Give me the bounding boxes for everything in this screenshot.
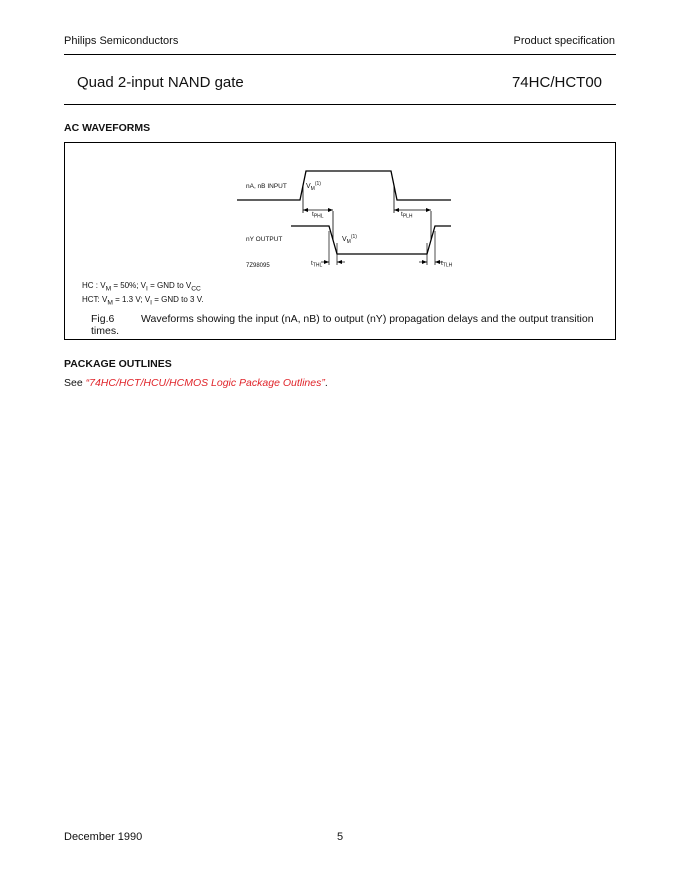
- figure-caption: [91, 313, 615, 337]
- part-number: 74HC/HCT00: [511, 74, 602, 91]
- package-reference: See “74HC/HCT/HCU/HCMOS Logic Package Outlines”.: [64, 377, 328, 389]
- header-rule: [64, 54, 616, 55]
- device-title: Quad 2-input NAND gate: [77, 74, 244, 91]
- header-doc-type: Product specification: [513, 35, 615, 47]
- figure-number: Fig.6: [91, 313, 115, 325]
- header-company: Philips Semiconductors: [64, 35, 179, 47]
- waveform-diagram: [65, 143, 615, 339]
- vm-label-input: $V_M^{(1)}$: [306, 181, 321, 192]
- code-label: 7Z98095: [246, 263, 270, 269]
- note-hc: HC : $V_M = 50\%$; $V_I$ = GND to $V_{CC}$: [82, 281, 201, 293]
- tphl-label: $t_{PHL}$: [312, 211, 324, 220]
- ac-waveforms-heading: AC WAVEFORMS: [64, 122, 151, 134]
- input-label: nA, nB INPUT: [246, 183, 287, 190]
- title-rule: [64, 104, 616, 105]
- figure-box: [64, 142, 616, 340]
- figure-notes: [82, 281, 204, 308]
- package-outlines-link[interactable]: “74HC/HCT/HCU/HCMOS Logic Package Outlines”: [85, 377, 325, 389]
- vm-label-output: $V_M^{(1)}$: [342, 234, 357, 245]
- tthl-label: $t_{THL}$: [311, 260, 323, 269]
- note-hct: HCT: $V_M = 1.3$ V; $V_I$ = GND to 3 V.: [82, 294, 204, 307]
- package-outlines-heading: PACKAGE OUTLINES: [64, 358, 172, 370]
- ttlh-label: $t_{TLH}$: [441, 260, 453, 269]
- tplh-label: $t_{PLH}$: [401, 211, 413, 220]
- output-label: nY OUTPUT: [246, 236, 283, 243]
- page-number: 5: [337, 831, 344, 843]
- figure-caption-text: Waveforms showing the input (nA, nB) to output (nY) propagation delays and the output transition times.: [91, 313, 594, 337]
- footer-date: December 1990: [64, 831, 143, 843]
